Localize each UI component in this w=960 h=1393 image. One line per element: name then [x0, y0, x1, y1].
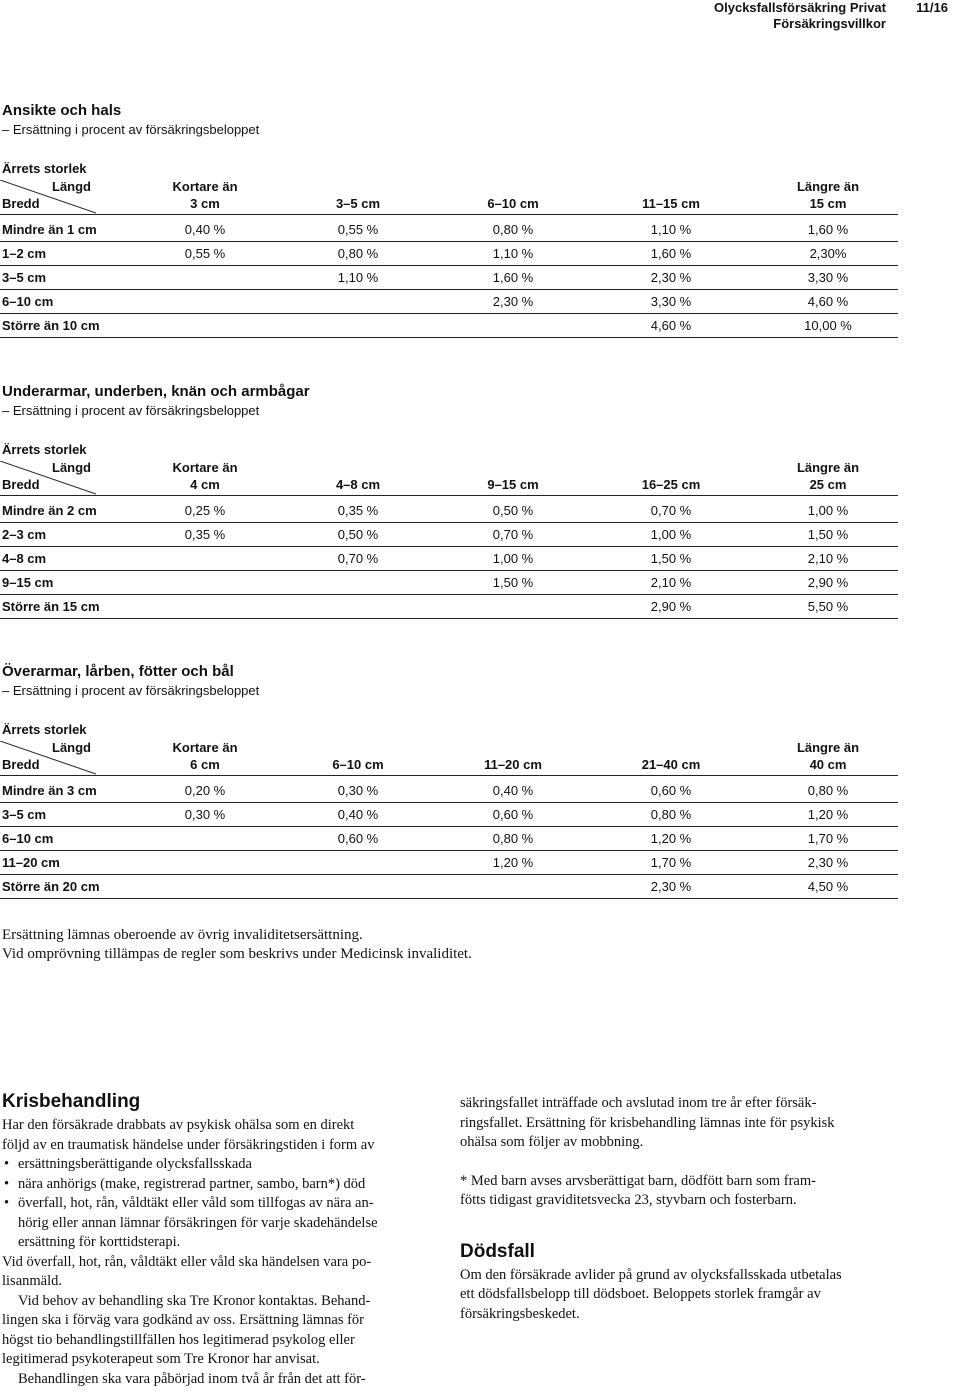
table-cell: 0,60 % — [337, 831, 379, 846]
row-rule — [0, 826, 898, 827]
diagonal-divider — [0, 180, 96, 214]
table-cell: 0,35 % — [184, 527, 226, 542]
krisbehandling-p3-3: högst tio behandlingstillfällen hos legitimerad psykolog eller — [2, 1331, 355, 1348]
krisbehandling-intro-2: följd av en traumatisk händelse under försäkringstiden i form av — [2, 1136, 375, 1153]
row-rule — [0, 546, 898, 547]
diagonal-line — [0, 180, 96, 213]
continuation-line-3: ohälsa som följer av mobbning. — [460, 1134, 644, 1150]
table-cell: 0,35 % — [337, 503, 379, 518]
row-rule — [0, 313, 898, 314]
row-label: Större än 15 cm — [2, 599, 100, 614]
row-rule — [0, 874, 898, 875]
table-cell: 2,30 % — [807, 855, 849, 870]
row-rule — [0, 265, 898, 266]
row-label: 1–2 cm — [2, 246, 47, 261]
length-axis-label: Längd — [52, 740, 91, 755]
column-header-line2: 11–20 cm — [484, 757, 542, 772]
table-cell: 0,80 % — [807, 783, 849, 798]
width-axis-label: Bredd — [2, 477, 40, 492]
table-cell: 0,40 % — [492, 783, 534, 798]
table-cell: 1,20 % — [807, 807, 849, 822]
table-cell: 1,60 % — [492, 270, 534, 285]
table-cell: 2,90 % — [650, 599, 692, 614]
continuation-line-1: säkringsfallet inträffade och avslutad inom tre år efter försäk- — [460, 1095, 817, 1111]
table-cell: 1,20 % — [650, 831, 692, 846]
krisbehandling-p2-2: lisanmäld. — [2, 1273, 63, 1289]
table-cell: 5,50 % — [807, 599, 849, 614]
table-cell: 10,00 % — [804, 318, 852, 333]
diagonal-divider — [0, 461, 96, 495]
column-header-line2: 9–15 cm — [487, 477, 539, 492]
krisbehandling-intro-1: Har den försäkrade drabbats av psykisk ohälsa som en direkt — [2, 1117, 355, 1133]
header-rule — [0, 775, 898, 776]
list-item-line: • överfall, hot, rån, våldtäkt eller våld som tillfogas av nära an- — [18, 1195, 374, 1211]
table-cell: 2,30 % — [650, 270, 692, 285]
row-rule — [0, 337, 898, 338]
row-rule — [0, 241, 898, 242]
row-rule — [0, 618, 898, 619]
list-item: • ersättningsberättigande olycksfallsskada — [2, 1155, 447, 1175]
column-header-line2: 6–10 cm — [332, 757, 384, 772]
header-rule — [0, 214, 898, 215]
krisbehandling-list — [2, 1155, 447, 1253]
scar-size-label: Ärrets storlek — [2, 161, 87, 176]
column-header-line2: 25 cm — [809, 477, 847, 492]
table-cell: 2,10 % — [650, 575, 692, 590]
row-rule — [0, 594, 898, 595]
column-header-line2: 15 cm — [809, 196, 847, 211]
section-subtitle: – Ersättning i procent av försäkringsbeloppet — [2, 683, 260, 698]
table-cell: 2,10 % — [807, 551, 849, 566]
row-label: Mindre än 1 cm — [2, 222, 97, 237]
row-rule — [0, 522, 898, 523]
table-cell: 3,30 % — [650, 294, 692, 309]
column-header-line1: Längre än — [796, 740, 860, 755]
table-cell: 0,30 % — [184, 807, 226, 822]
diagonal-line — [0, 741, 96, 774]
row-label: Större än 20 cm — [2, 879, 100, 894]
table-cell: 1,60 % — [807, 222, 849, 237]
dodsfall-line-2: ett dödsfallsbelopp till dödsboet. Beloppets storlek framgår av — [460, 1286, 821, 1302]
row-rule — [0, 898, 898, 899]
section-title: Underarmar, underben, knän och armbågar — [2, 383, 310, 400]
length-axis-label: Längd — [52, 460, 91, 475]
header-rule — [0, 495, 898, 496]
table-cell: 0,70 % — [650, 503, 692, 518]
table-cell: 0,55 % — [184, 246, 226, 261]
column-header-line1: Kortare än — [172, 460, 238, 475]
krisbehandling-p2-1: Vid överfall, hot, rån, våldtäkt eller våld ska händelsen vara po- — [2, 1253, 372, 1270]
table-cell: 1,00 % — [650, 527, 692, 542]
table-cell: 0,25 % — [184, 503, 226, 518]
list-item-line: ersättning för korttidsterapi. — [18, 1234, 181, 1250]
table-section — [0, 100, 900, 370]
section-title: Överarmar, lårben, fötter och bål — [2, 663, 234, 680]
table-cell: 1,50 % — [650, 551, 692, 566]
krisbehandling-section — [2, 1090, 447, 1389]
table-cell: 0,20 % — [184, 783, 226, 798]
column-header-line2: 4–8 cm — [335, 477, 381, 492]
row-rule — [0, 850, 898, 851]
row-label: 3–5 cm — [2, 270, 47, 285]
header-title-line1: Olycksfallsförsäkring Privat — [714, 0, 886, 15]
table-cell: 0,70 % — [492, 527, 534, 542]
header-title-line2: Försäkringsvillkor — [773, 16, 886, 31]
row-rule — [0, 570, 898, 571]
column-header-line1: Kortare än — [172, 740, 238, 755]
column-header-line1: Kortare än — [172, 179, 238, 194]
column-header-line2: 21–40 cm — [641, 757, 701, 772]
table-cell: 3,30 % — [807, 270, 849, 285]
section-subtitle: – Ersättning i procent av försäkringsbeloppet — [2, 122, 260, 137]
row-label: 2–3 cm — [2, 527, 47, 542]
length-axis-label: Längd — [52, 179, 91, 194]
row-label: Mindre än 2 cm — [2, 503, 97, 518]
compensation-note — [2, 926, 472, 964]
list-item — [2, 1194, 447, 1253]
krisbehandling-p3-4: legitimerad psykoterapeut som Tre Kronor har anvisat. — [2, 1351, 320, 1367]
column-header-line1: Längre än — [796, 460, 860, 475]
dodsfall-line-3: försäkringsbeskedet. — [460, 1305, 580, 1322]
width-axis-label: Bredd — [2, 196, 40, 211]
table-cell: 1,10 % — [650, 222, 692, 237]
table-cell: 0,40 % — [184, 222, 226, 237]
column-header-line2: 6–10 cm — [487, 196, 539, 211]
table-cell: 1,50 % — [492, 575, 534, 590]
table-cell: 4,60 % — [807, 294, 849, 309]
list-item: • nära anhörigs (make, registrerad partner, sambo, barn*) död — [2, 1175, 447, 1195]
document-title — [714, 0, 886, 32]
table-cell: 2,90 % — [807, 575, 849, 590]
table-cell: 2,30% — [809, 246, 847, 261]
table-cell: 1,60 % — [650, 246, 692, 261]
krisbehandling-heading: Krisbehandling — [2, 1091, 141, 1112]
krisbehandling-p4-1: Behandlingen ska vara påbörjad inom två år från det att för- — [18, 1370, 366, 1387]
row-label: 11–20 cm — [2, 855, 60, 870]
table-cell: 2,30 % — [650, 879, 692, 894]
note-line-2: Vid omprövning tillämpas de regler som beskrivs under Medicinsk invaliditet. — [2, 946, 472, 962]
row-label: 6–10 cm — [2, 831, 54, 846]
page-number: 11/16 — [916, 0, 948, 15]
section-subtitle: – Ersättning i procent av försäkringsbeloppet — [2, 403, 260, 418]
right-column — [460, 1094, 905, 1324]
table-cell: 0,55 % — [337, 222, 379, 237]
table-cell: 0,50 % — [492, 503, 534, 518]
krisbehandling-p3-1: Vid behov av behandling ska Tre Kronor kontaktas. Behand- — [18, 1292, 371, 1309]
row-label: Mindre än 3 cm — [2, 783, 97, 798]
column-header-line2: 4 cm — [190, 477, 220, 492]
row-rule — [0, 802, 898, 803]
diagonal-line — [0, 461, 96, 494]
diagonal-divider — [0, 741, 96, 775]
column-header-line1: Längre än — [796, 179, 860, 194]
table-cell: 0,60 % — [492, 807, 534, 822]
table-cell: 2,30 % — [492, 294, 534, 309]
table-cell: 4,50 % — [807, 879, 849, 894]
column-header-line2: 40 cm — [809, 757, 847, 772]
table-cell: 0,50 % — [337, 527, 379, 542]
table-cell: 1,70 % — [650, 855, 692, 870]
row-label: 4–8 cm — [2, 551, 47, 566]
table-cell: 1,20 % — [492, 855, 534, 870]
table-cell: 0,80 % — [650, 807, 692, 822]
column-header-line2: 3–5 cm — [335, 196, 381, 211]
table-cell: 1,70 % — [807, 831, 849, 846]
table-cell: 1,00 % — [492, 551, 534, 566]
width-axis-label: Bredd — [2, 757, 40, 772]
krisbehandling-p3-2: lingen ska i förväg vara godkänd av oss. Ersättning lämnas för — [2, 1312, 365, 1328]
dodsfall-line-1: Om den försäkrade avlider på grund av olycksfallsskada utbetalas — [460, 1266, 842, 1283]
column-header-line2: 11–15 cm — [642, 196, 700, 211]
table-cell: 0,40 % — [337, 807, 379, 822]
table-cell: 0,30 % — [337, 783, 379, 798]
column-header-line2: 16–25 cm — [641, 477, 701, 492]
note-line-1: Ersättning lämnas oberoende av övrig invaliditetsersättning. — [2, 927, 363, 943]
table-cell: 0,60 % — [650, 783, 692, 798]
row-label: 6–10 cm — [2, 294, 54, 309]
section-title: Ansikte och hals — [2, 102, 122, 119]
row-rule — [0, 289, 898, 290]
column-header-line2: 3 cm — [190, 196, 220, 211]
row-label: 9–15 cm — [2, 575, 54, 590]
table-cell: 0,70 % — [337, 551, 379, 566]
footnote-line-1: * Med barn avses arvsberättigat barn, dödfött barn som fram- — [460, 1172, 816, 1189]
table-cell: 1,10 % — [492, 246, 534, 261]
table-cell: 4,60 % — [650, 318, 692, 333]
footnote-line-2: fötts tidigast graviditetsvecka 23, styvbarn och fosterbarn. — [460, 1192, 797, 1208]
table-cell: 1,50 % — [807, 527, 849, 542]
row-label: Större än 10 cm — [2, 318, 100, 333]
table-section — [0, 381, 900, 651]
scar-size-label: Ärrets storlek — [2, 442, 87, 457]
list-item-line: hörig eller annan lämnar försäkringen för varje skadehändelse — [18, 1214, 378, 1231]
table-cell: 1,10 % — [337, 270, 379, 285]
scar-size-label: Ärrets storlek — [2, 722, 87, 737]
dodsfall-heading: Dödsfall — [460, 1240, 535, 1262]
page-header — [648, 0, 948, 34]
table-cell: 0,80 % — [492, 222, 534, 237]
table-cell: 1,00 % — [807, 503, 849, 518]
table-cell: 0,80 % — [337, 246, 379, 261]
table-section — [0, 661, 900, 931]
continuation-line-2: ringsfallet. Ersättning för krisbehandling lämnas inte för psykisk — [460, 1114, 835, 1131]
table-cell: 0,80 % — [492, 831, 534, 846]
column-header-line2: 6 cm — [190, 757, 220, 772]
row-label: 3–5 cm — [2, 807, 47, 822]
